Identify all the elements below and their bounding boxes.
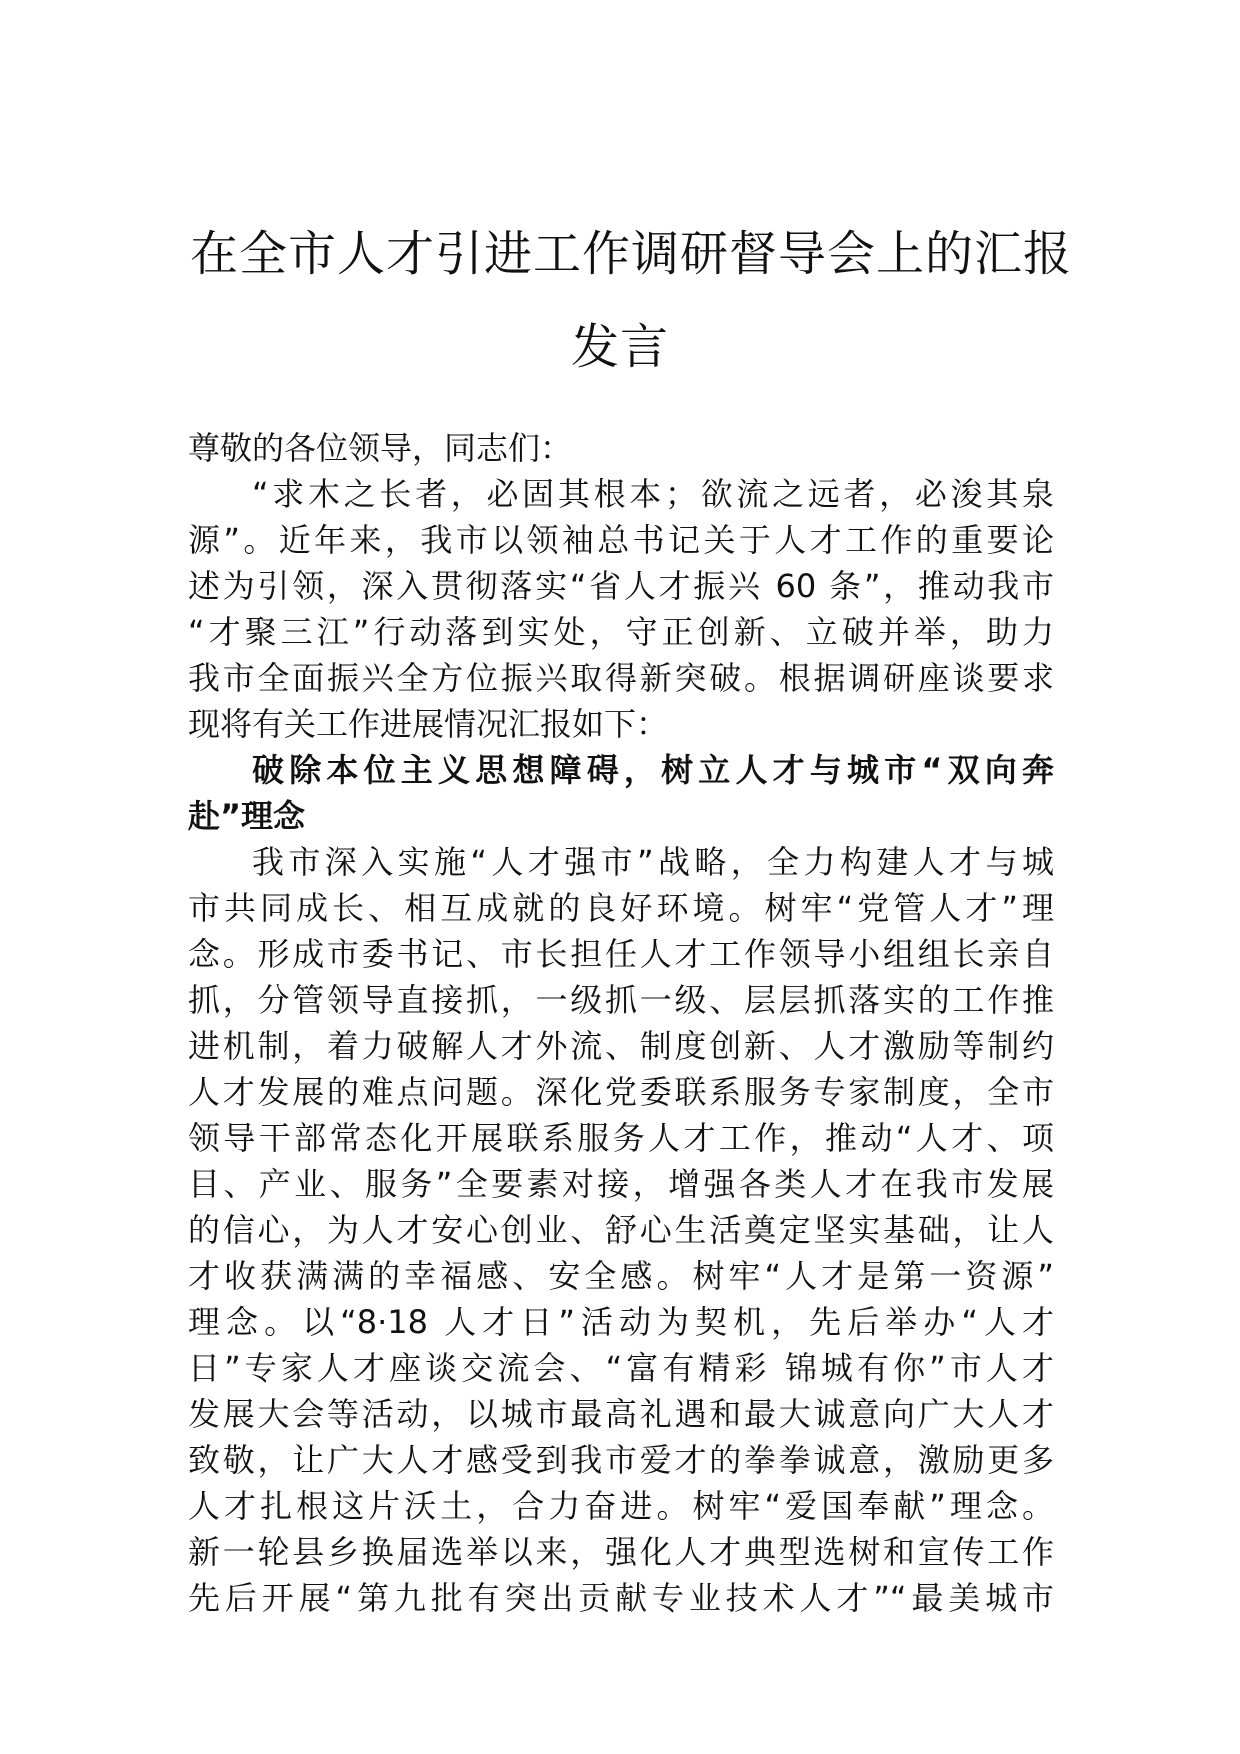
paragraph-line: 我市深入实施“人才强市”战略，全力构建人才与城 [252,843,1054,881]
paragraph-line: 理念。以“8·18 人才日”活动为契机，先后举办“人才 [188,1303,1054,1341]
paragraph-line: 日”专家人才座谈交流会、“富有精彩 锦城有你”市人才 [188,1349,1054,1387]
document-body [188,425,1054,1621]
paragraph-line: 抓，分管领导直接抓，一级抓一级、层层抓落实的工作推 [188,981,1054,1019]
paragraph-line: 人才扎根这片沃土，合力奋进。树牢“爱国奉献”理念。 [188,1487,1054,1525]
paragraph-line: “才聚三江”行动落到实处，守正创新、立破并举，助力 [188,613,1054,651]
section-heading-line: 赴”理念 [188,797,306,835]
paragraph-line: “求木之长者，必固其根本；欲流之远者，必浚其泉 [252,475,1054,513]
paragraph-line: 我市全面振兴全方位振兴取得新突破。根据调研座谈要求 [188,659,1054,697]
paragraph-line: 市共同成长、相互成就的良好环境。树牢“党管人才”理 [188,889,1054,927]
paragraph-line: 才收获满满的幸福感、安全感。树牢“人才是第一资源” [188,1257,1054,1295]
document-title-line-2: 发言 [570,319,669,375]
paragraph-line: 人才发展的难点问题。深化党委联系服务专家制度，全市 [188,1073,1054,1111]
paragraph-line: 新一轮县乡换届选举以来，强化人才典型选树和宣传工作 [188,1533,1054,1571]
paragraph-line: 源”。近年来，我市以领袖总书记关于人才工作的重要论 [188,521,1054,559]
section-heading-line: 破除本位主义思想障碍，树立人才与城市“双向奔 [252,751,1054,789]
paragraph-line: 现将有关工作进展情况汇报如下： [188,705,669,743]
paragraph-line: 发展大会等活动，以城市最高礼遇和最大诚意向广大人才 [188,1395,1054,1433]
paragraph-line: 述为引领，深入贯彻落实“省人才振兴 60 条”，推动我市 [188,567,1054,605]
salutation: 尊敬的各位领导，同志们： [188,429,573,467]
paragraph-line: 先后开展“第九批有突出贡献专业技术人才”“最美城市 [188,1579,1054,1617]
document-title-line-1: 在全市人才引进工作调研督导会上的汇报 [190,226,1073,282]
paragraph-line: 进机制，着力破解人才外流、制度创新、人才激励等制约 [188,1027,1054,1065]
paragraph-line: 念。形成市委书记、市长担任人才工作领导小组组长亲自 [188,935,1054,973]
paragraph-line: 目、产业、服务”全要素对接，增强各类人才在我市发展 [188,1165,1054,1203]
paragraph-line: 的信心，为人才安心创业、舒心生活奠定坚实基础，让人 [188,1211,1054,1249]
paragraph-line: 致敬，让广大人才感受到我市爱才的拳拳诚意，激励更多 [188,1441,1054,1479]
paragraph-line: 领导干部常态化开展联系服务人才工作，推动“人才、项 [188,1119,1054,1157]
